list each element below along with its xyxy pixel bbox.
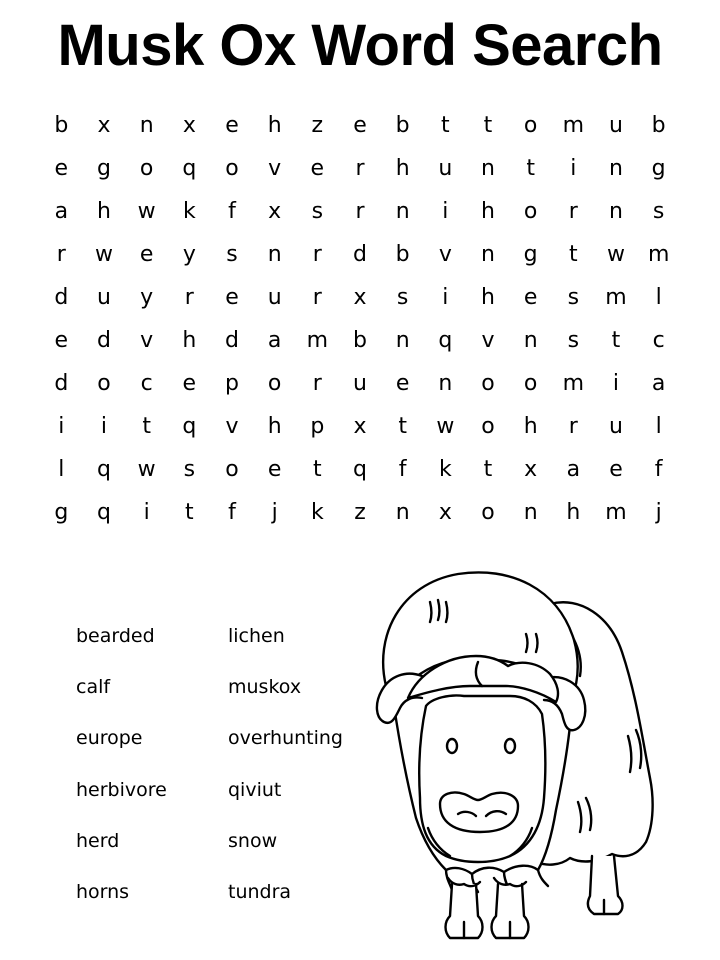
grid-cell[interactable]: s <box>652 199 665 224</box>
grid-cell[interactable]: f <box>228 199 236 224</box>
grid-cell[interactable]: n <box>523 500 538 525</box>
grid-cell[interactable]: d <box>54 371 69 396</box>
grid-cell[interactable]: r <box>568 414 578 439</box>
grid-cell[interactable]: q <box>182 156 197 181</box>
grid-cell[interactable]: d <box>97 328 111 353</box>
grid-cell[interactable]: h <box>523 414 538 439</box>
letter-grid[interactable] <box>40 104 680 534</box>
word-list-item: europe <box>76 727 143 750</box>
grid-cell[interactable]: n <box>139 113 154 138</box>
grid-cell[interactable]: m <box>605 500 627 525</box>
grid-cell[interactable]: m <box>647 242 670 267</box>
grid-cell[interactable]: t <box>569 242 578 267</box>
grid-cell[interactable]: o <box>523 199 538 224</box>
grid-cell[interactable]: t <box>142 414 151 439</box>
grid-cell[interactable]: u <box>267 285 282 310</box>
grid-cell[interactable]: w <box>137 199 156 224</box>
grid-cell[interactable]: h <box>481 285 495 310</box>
grid-cell[interactable]: e <box>182 371 197 396</box>
grid-cell[interactable]: o <box>267 371 282 396</box>
grid-cell[interactable]: u <box>353 371 367 396</box>
grid-cell[interactable]: v <box>140 328 154 353</box>
grid-cell[interactable]: e <box>267 457 282 482</box>
grid-cell[interactable]: g <box>523 242 538 267</box>
word-list-item: tundra <box>228 880 292 903</box>
grid-cell[interactable]: y <box>140 285 154 310</box>
grid-cell[interactable]: r <box>568 199 578 224</box>
grid-cell[interactable]: c <box>140 371 153 396</box>
grid-cell[interactable]: e <box>54 156 69 181</box>
grid-cell[interactable]: i <box>612 371 620 396</box>
grid-cell[interactable]: o <box>97 371 111 396</box>
grid-cell[interactable]: j <box>271 500 278 525</box>
grid-cell[interactable]: n <box>481 242 495 267</box>
grid-cell[interactable]: h <box>395 156 410 181</box>
grid-cell[interactable]: t <box>313 457 322 482</box>
grid-cell[interactable]: s <box>567 328 580 353</box>
grid-cell[interactable]: t <box>441 113 450 138</box>
grid-cell[interactable]: f <box>228 500 236 525</box>
grid-cell[interactable]: h <box>267 414 282 439</box>
grid-cell[interactable]: n <box>395 328 410 353</box>
grid-cell[interactable]: e <box>225 285 239 310</box>
grid-cell[interactable]: b <box>651 113 666 138</box>
grid-cell[interactable]: o <box>139 156 154 181</box>
grid-cell[interactable]: i <box>570 156 577 181</box>
grid-cell[interactable]: v <box>438 242 452 267</box>
grid-cell[interactable]: g <box>54 500 69 525</box>
grid-cell[interactable]: s <box>183 457 196 482</box>
grid-cell[interactable]: o <box>481 371 495 396</box>
word-list-item: qiviut <box>228 778 282 801</box>
grid-cell[interactable]: o <box>523 113 538 138</box>
word-list-item: herbivore <box>76 778 167 801</box>
grid-cell[interactable]: m <box>562 371 585 396</box>
word-list-item: snow <box>228 829 278 852</box>
grid-cell[interactable]: o <box>523 371 538 396</box>
grid-cell[interactable]: o <box>481 414 495 439</box>
grid-cell[interactable]: m <box>306 328 329 353</box>
grid-cell[interactable]: w <box>436 414 455 439</box>
grid-cell[interactable]: d <box>353 242 367 267</box>
grid-cell[interactable]: b <box>353 328 367 353</box>
grid-cell[interactable]: h <box>182 328 197 353</box>
grid-cell[interactable]: a <box>566 457 581 482</box>
grid-cell[interactable]: u <box>609 414 623 439</box>
musk-ox-icon <box>360 566 670 952</box>
grid-cell[interactable]: l <box>655 414 662 439</box>
grid-cell[interactable]: b <box>395 242 410 267</box>
grid-cell[interactable]: s <box>226 242 238 267</box>
grid-cell[interactable]: u <box>97 285 111 310</box>
grid-cell[interactable]: a <box>54 199 69 224</box>
grid-cell[interactable]: t <box>483 113 493 138</box>
grid-cell[interactable]: w <box>94 242 113 267</box>
grid-cell[interactable]: g <box>97 156 111 181</box>
grid-cell[interactable]: x <box>97 113 111 138</box>
grid-cell[interactable]: i <box>100 414 108 439</box>
grid-cell[interactable]: n <box>395 500 410 525</box>
grid-cell[interactable]: b <box>54 113 69 138</box>
grid-cell[interactable]: m <box>562 113 585 138</box>
grid-cell[interactable]: r <box>312 371 322 396</box>
grid-cell[interactable]: c <box>652 328 665 353</box>
grid-cell[interactable]: h <box>566 500 581 525</box>
grid-cell[interactable]: h <box>97 199 111 224</box>
grid-cell[interactable]: s <box>311 199 324 224</box>
grid-cell[interactable]: p <box>225 371 239 396</box>
grid-cell[interactable]: e <box>609 457 623 482</box>
grid-cell[interactable]: x <box>524 457 538 482</box>
grid-cell[interactable]: t <box>185 500 194 525</box>
grid-cell[interactable]: q <box>353 457 367 482</box>
grid-cell[interactable]: i <box>143 500 150 525</box>
grid-cell[interactable]: x <box>268 199 282 224</box>
grid-cell[interactable]: i <box>58 414 65 439</box>
grid-cell[interactable]: e <box>225 113 239 138</box>
grid-cell[interactable]: t <box>526 156 535 181</box>
grid-cell[interactable]: a <box>651 371 666 396</box>
grid-cell[interactable]: n <box>609 156 623 181</box>
grid-cell[interactable]: r <box>56 242 66 267</box>
grid-cell[interactable]: o <box>225 156 239 181</box>
grid-cell[interactable]: f <box>398 457 407 482</box>
grid-cell[interactable]: h <box>481 199 495 224</box>
page-title: Musk Ox Word Search <box>57 13 663 78</box>
grid-cell[interactable]: z <box>354 500 366 525</box>
grid-cell[interactable]: a <box>267 328 282 353</box>
grid-cell[interactable]: d <box>225 328 239 353</box>
word-list-item: lichen <box>228 625 285 647</box>
grid-cell[interactable]: n <box>267 242 282 267</box>
grid-cell[interactable]: e <box>353 113 367 138</box>
grid-cell[interactable]: t <box>611 328 621 353</box>
grid-cell[interactable]: q <box>438 328 453 353</box>
grid-cell[interactable]: r <box>355 199 365 224</box>
grid-cell[interactable]: e <box>395 371 410 396</box>
grid-cell[interactable]: i <box>442 285 449 310</box>
grid-cell[interactable]: p <box>310 414 325 439</box>
grid-cell[interactable]: x <box>353 414 367 439</box>
grid-cell[interactable]: d <box>54 285 69 310</box>
grid-cell[interactable]: q <box>97 457 111 482</box>
word-list <box>76 618 376 925</box>
grid-cell[interactable]: e <box>523 285 538 310</box>
grid-cell[interactable]: g <box>651 156 666 181</box>
grid-cell[interactable]: q <box>182 414 197 439</box>
grid-cell[interactable]: f <box>654 457 663 482</box>
grid-cell[interactable]: m <box>605 285 627 310</box>
word-list-item: herd <box>76 829 120 852</box>
grid-cell[interactable]: y <box>182 242 196 267</box>
grid-cell[interactable]: o <box>225 457 239 482</box>
grid-cell[interactable]: k <box>310 500 324 525</box>
grid-cell[interactable]: x <box>438 500 452 525</box>
grid-cell[interactable]: z <box>311 113 324 138</box>
word-list-item: muskox <box>228 676 302 699</box>
grid-cell[interactable]: r <box>312 242 322 267</box>
grid-cell[interactable]: k <box>438 457 452 482</box>
grid-cell[interactable]: o <box>481 500 495 525</box>
grid-cell[interactable]: n <box>523 328 538 353</box>
grid-cell[interactable]: e <box>139 242 154 267</box>
grid-cell[interactable]: t <box>398 414 407 439</box>
grid-cell[interactable]: v <box>225 414 239 439</box>
grid-cell[interactable]: s <box>567 285 580 310</box>
grid-cell[interactable]: x <box>353 285 367 310</box>
grid-cell[interactable]: n <box>609 199 623 224</box>
grid-cell[interactable]: s <box>396 285 409 310</box>
grid-cell[interactable]: r <box>355 156 365 181</box>
grid-cell[interactable]: n <box>481 156 495 181</box>
grid-cell[interactable]: v <box>268 156 282 181</box>
grid-cell[interactable]: h <box>267 113 282 138</box>
grid-cell[interactable]: u <box>609 113 623 138</box>
grid-cell[interactable]: w <box>606 242 625 267</box>
grid-cell[interactable]: l <box>655 285 662 310</box>
grid-cell[interactable]: w <box>137 457 156 482</box>
grid-cell[interactable]: u <box>438 156 453 181</box>
grid-cell[interactable]: r <box>312 285 322 310</box>
grid-cell[interactable]: j <box>655 500 662 525</box>
grid-cell[interactable]: e <box>310 156 325 181</box>
word-list-item: overhunting <box>228 727 343 750</box>
grid-cell[interactable]: n <box>438 371 453 396</box>
grid-cell[interactable]: l <box>58 457 65 482</box>
grid-cell[interactable]: b <box>395 113 410 138</box>
grid-cell[interactable]: n <box>395 199 410 224</box>
grid-cell[interactable]: i <box>442 199 449 224</box>
word-list-item: bearded <box>76 625 155 647</box>
grid-cell[interactable]: k <box>182 199 196 224</box>
grid-cell[interactable]: t <box>483 457 493 482</box>
grid-cell[interactable]: r <box>184 285 194 310</box>
grid-cell[interactable]: v <box>481 328 495 353</box>
word-list-item: horns <box>76 880 130 903</box>
grid-cell[interactable]: q <box>97 500 111 525</box>
grid-cell[interactable]: x <box>182 113 196 138</box>
grid-cell[interactable]: e <box>54 328 69 353</box>
word-list-item: calf <box>76 676 111 699</box>
